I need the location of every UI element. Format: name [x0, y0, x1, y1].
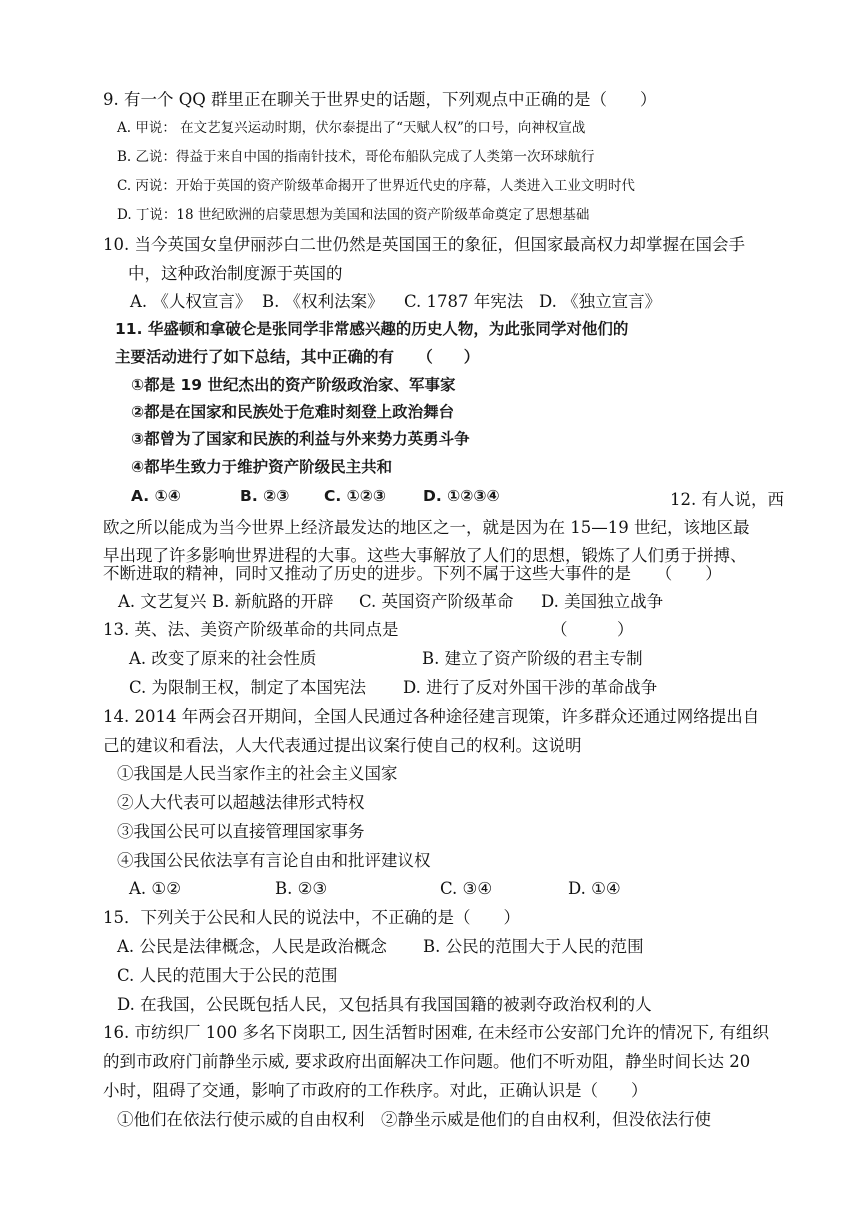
q11-stem-line1: 11. 华盛顿和拿破仑是张同学非常感兴趣的历史人物，为此张同学对他们的: [115, 320, 629, 338]
q10-stem-line1: 10. 当今英国女皇伊丽莎白二世仍然是英国国王的象征，但国家最高权力却掌握在国会手: [103, 235, 745, 254]
q15-stem: 15．下列关于公民和人民的说法中，不正确的是（ ）: [103, 908, 520, 927]
q11-stem-line2: 主要活动进行了如下总结，其中正确的有 （ ）: [115, 348, 480, 366]
q14-option-a: A. ①②: [129, 879, 181, 898]
q12-option-a: A. 文艺复兴: [118, 592, 207, 611]
q9-option-a: A. 甲说： 在文艺复兴运动时期，伏尔泰提出了“天赋人权”的口号，向神权宣战: [117, 120, 586, 136]
q13-option-d: D. 进行了反对外国干涉的革命战争: [403, 678, 658, 697]
q13-option-c: C. 为限制王权，制定了本国宪法: [129, 678, 367, 697]
q13-option-a: A. 改变了原来的社会性质: [129, 649, 317, 668]
q9-stem: 9. 有一个 QQ 群里正在聊关于世界史的话题，下列观点中正确的是（ ）: [103, 90, 657, 109]
q15-option-d: D. 在我国，公民既包括人民，又包括具有我国国籍的被剥夺政治权利的人: [117, 995, 652, 1014]
q11-statement-3: ③都曾为了国家和民族的利益与外来势力英勇斗争: [131, 430, 470, 448]
q14-option-c: C. ③④: [440, 879, 493, 898]
q13-answer-paren: （ ）: [551, 620, 634, 639]
q12-option-b: B. 新航路的开辟: [212, 592, 334, 611]
q16-statements-1-2: ①他们在依法行使示威的自由权利 ②静坐示威是他们的自由权利，但没依法行使: [117, 1110, 711, 1129]
q12-stem-line3: 不断进取的精神，同时又推动了历史的进步。下列不属于这些大事件的是 （ ）: [103, 564, 722, 583]
q14-statement-4: ④我国公民依法享有言论自由和批评建议权: [117, 851, 431, 870]
q14-statement-3: ③我国公民可以直接管理国家事务: [117, 822, 365, 841]
q10-stem-line2: 中，这种政治制度源于英国的: [128, 264, 343, 283]
q16-stem-line2: 的到市政府门前静坐示威, 要求政府出面解决工作问题。他们不听劝阻，静坐时间长达 20: [103, 1052, 751, 1071]
q12-stem-start: 12. 有人说，西: [670, 490, 784, 509]
q10-option-c: C. 1787 年宪法: [404, 292, 524, 311]
q10-option-d: D. 《独立宣言》: [539, 292, 662, 311]
q14-option-d: D. ①④: [568, 879, 621, 898]
q15-option-a: A. 公民是法律概念，人民是政治概念: [117, 937, 387, 956]
q11-option-d: D. ①②③④: [423, 487, 500, 505]
q10-option-b: B. 《权利法案》: [262, 292, 384, 311]
q12-option-c: C. 英国资产阶级革命: [359, 592, 514, 611]
q13-option-b: B. 建立了资产阶级的君主专制: [422, 649, 643, 668]
q14-statement-1: ①我国是人民当家作主的社会主义国家: [117, 764, 398, 783]
q9-option-d: D. 丁说：18 世纪欧洲的启蒙思想为美国和法国的资产阶级革命奠定了思想基础: [117, 207, 590, 223]
q11-option-c: C. ①②③: [324, 487, 387, 505]
q11-statement-1: ①都是 19 世纪杰出的资产阶级政治家、军事家: [131, 376, 456, 394]
q16-stem-line1: 16. 市纺织厂 100 多名下岗职工, 因生活暂时困难, 在未经市公安部门允许的情况下, 有组织: [103, 1023, 769, 1042]
q15-option-b: B. 公民的范围大于人民的范围: [423, 937, 644, 956]
q12-option-d: D. 美国独立战争: [541, 592, 664, 611]
q9-option-b: B. 乙说：得益于来自中国的指南针技术，哥伦布船队完成了人类第一次环球航行: [117, 149, 595, 165]
q16-stem-line3: 小时，阻碍了交通，影响了市政府的工作秩序。对此，正确认识是（ ）: [103, 1081, 648, 1100]
q11-option-b: B. ②③: [240, 487, 290, 505]
q14-option-b: B. ②③: [275, 879, 328, 898]
q14-stem-line2: 己的建议和看法，人大代表通过提出议案行使自己的权利。这说明: [103, 736, 582, 755]
q11-statement-4: ④都毕生致力于维护资产阶级民主共和: [131, 458, 393, 476]
q10-option-a: A. 《人权宣言》: [130, 292, 252, 311]
q15-option-c: C. 人民的范围大于公民的范围: [117, 966, 338, 985]
q14-statement-2: ②人大代表可以超越法律形式特权: [117, 793, 365, 812]
q12-stem-line1: 欧之所以能成为当今世界上经济最发达的地区之一，就是因为在 15—19 世纪，该地区最: [103, 518, 750, 537]
q11-statement-2: ②都是在国家和民族处于危难时刻登上政治舞台: [131, 403, 455, 421]
q14-stem-line1: 14. 2014 年两会召开期间，全国人民通过各种途径建言现策，许多群众还通过网络提出自: [103, 707, 760, 726]
q12-stem-line2: 早出现了许多影响世界进程的大事。这些大事解放了人们的思想，锻炼了人们勇于拼搏、: [103, 546, 747, 565]
q11-option-a: A. ①④: [131, 487, 181, 505]
q9-option-c: C. 丙说：开始于英国的资产阶级革命揭开了世界近代史的序幕，人类进入工业文明时代: [117, 178, 635, 194]
q13-stem: 13. 英、法、美资产阶级革命的共同点是: [103, 620, 399, 639]
